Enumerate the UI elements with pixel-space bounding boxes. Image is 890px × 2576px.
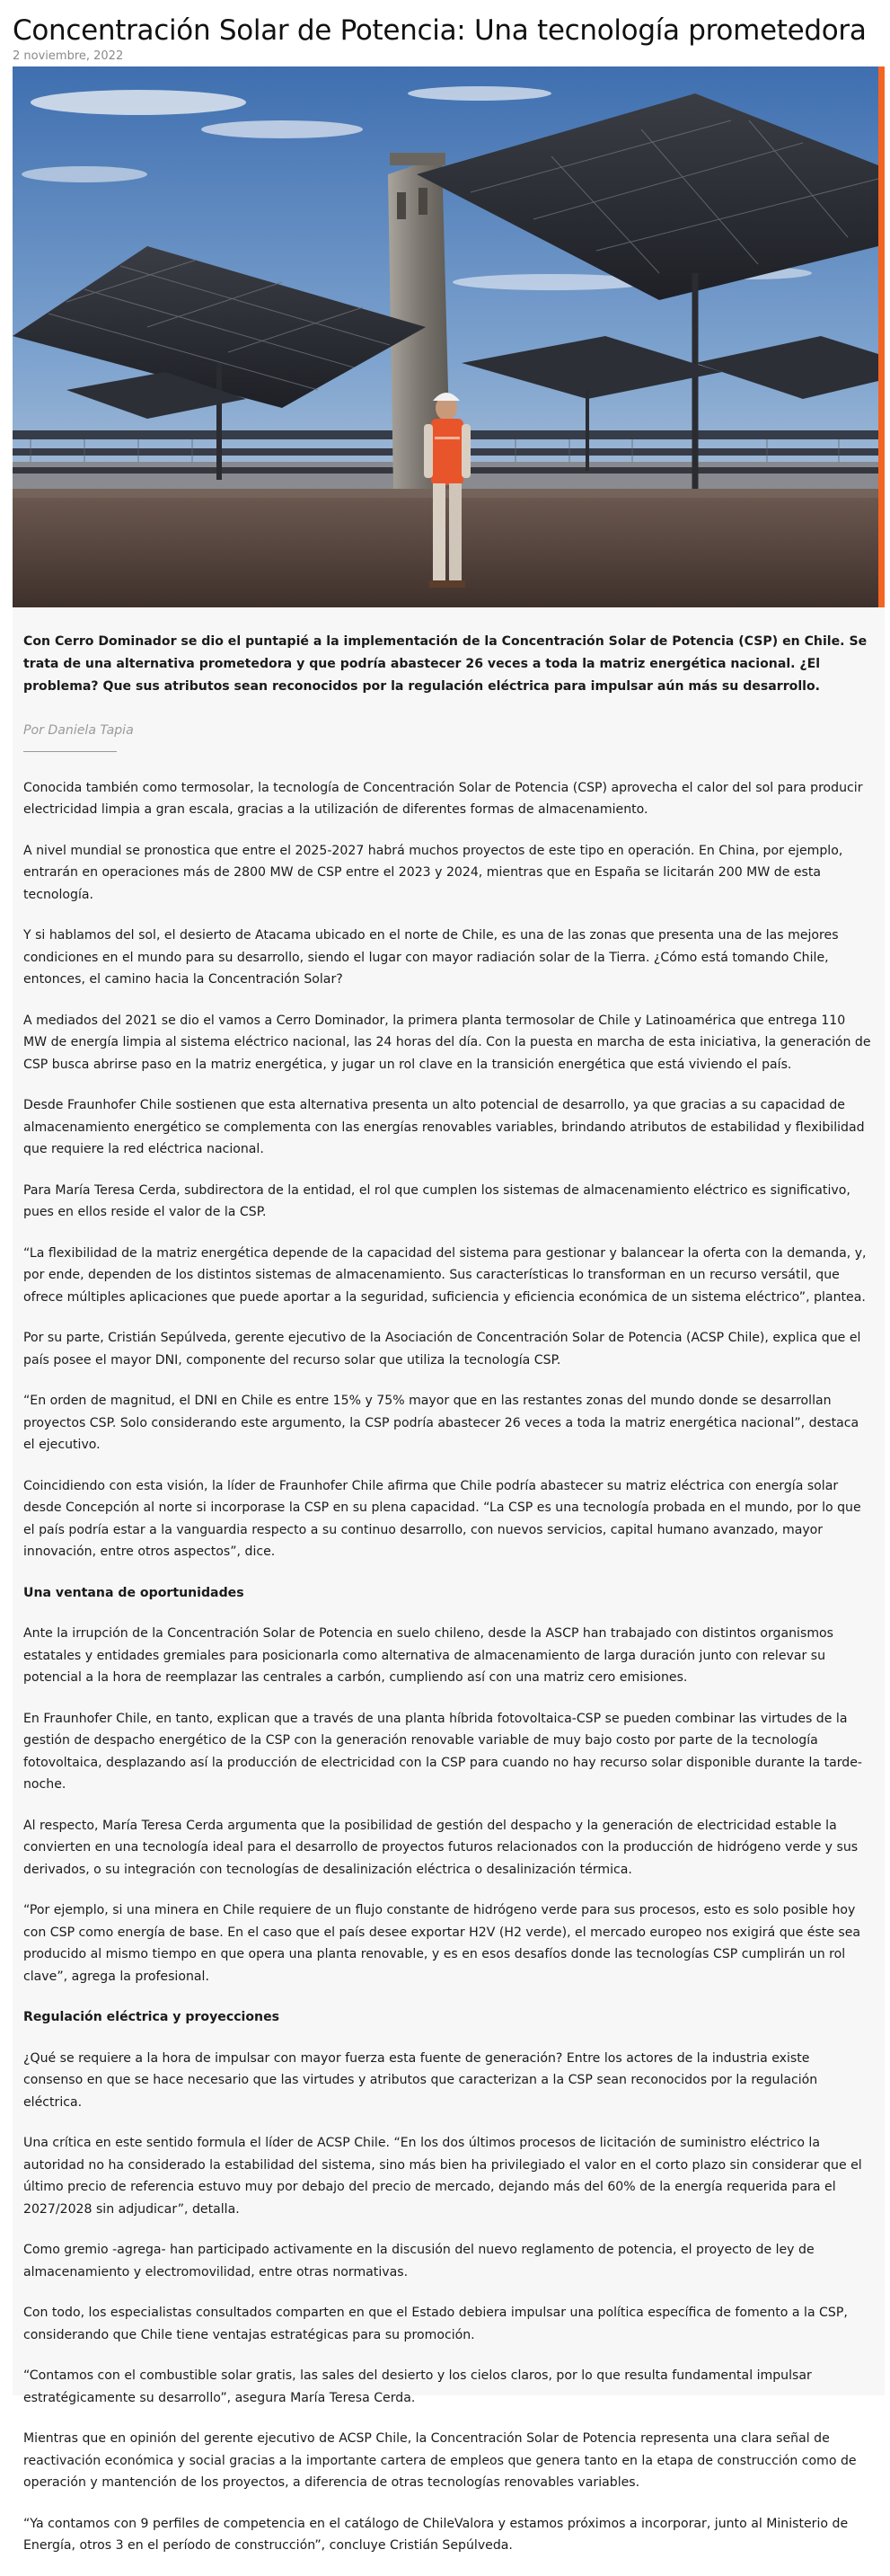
paragraph: Como gremio -agrega- han participado activamente en la discusión del nuevo reglamento de potencia, el proyecto de ley de almacenamiento y electromovilidad, entre otras normativas. [23, 2243, 815, 2279]
section-heading: Una ventana de oportunidades [23, 1585, 244, 1600]
paragraph: “Ya contamos con 9 perfiles de competencia en el catálogo de ChileValora y estamos próximos a incorporar, junto al Ministerio de Energía, otros 3 en el período de construcción”, concluye Cristián Sepúlveda. [23, 2516, 849, 2553]
paragraph: A mediados del 2021 se dio el vamos a Cerro Dominador, la primera planta termosolar de Chile y Latinoamérica que entrega 110 MW de energía limpia al sistema eléctrico nacional, las 24 horas del día. Con la puesta en marcha de esta iniciativa, la generación de CSP busca abrirse paso en la matriz energética, y jugar un rol clave en la transición energética que está viviendo el país. [23, 1013, 871, 1072]
byline-separator [23, 751, 117, 752]
article-date: 2 noviembre, 2022 [13, 49, 124, 63]
orange-accent-bar [878, 66, 885, 613]
paragraph: “La flexibilidad de la matriz energética depende de la capacidad del sistema para gestionar y balancear la oferta con la demanda, y, por ende, dependen de los distintos sistemas de almacenamiento. Sus características lo transforman en un recurso versátil, que ofrece múltiples aplicaciones que puede aportar a la seguridad, suficiencia y eficiencia económica de un sistema eléctrico”, plantea. [23, 1245, 867, 1305]
paragraph: Coincidiendo con esta visión, la líder de Fraunhofer Chile afirma que Chile podría abastecer su matriz eléctrica con energía solar desde Concepción al norte si incorporase la CSP en su plena capacidad. “La CSP es una tecnología probada en el mundo, por lo que el país podría estar a la vanguardia respecto a su continuo desarrollo, con nuevos servicios, capital humano avanzado, mayor innovación, entre otros aspectos”, dice. [23, 1478, 861, 1559]
paragraph: Para María Teresa Cerda, subdirectora de la entidad, el rol que cumplen los sistemas de almacenamiento eléctrico es significativo, pues en ellos reside el valor de la CSP. [23, 1182, 850, 1219]
paragraph: Una crítica en este sentido formula el líder de ACSP Chile. “En los dos últimos procesos de licitación de suministro eléctrico la autoridad no ha considerado la estabilidad del sistema, sino más bien ha privilegiado el valor en el corto plazo sin considerar que el último precio de referencia estuvo muy por debajo del precio de mercado, dejando más del 60% de la energía requerida para el 2027/2028 sin adjudicar”, detalla. [23, 2136, 862, 2217]
article-lead: Con Cerro Dominador se dio el puntapié a la implementación de la Concentración Solar de Potencia (CSP) en Chile. Se trata de una alternativa prometedora y que podría abastecer 26 veces a toda la matriz energética nacional. ¿El problema? Que sus atributos sean reconocidos por la regulación eléctrica para impulsar aún más su desarrollo. [23, 634, 868, 694]
paragraph: “En orden de magnitud, el DNI en Chile es entre 15% y 75% mayor que en las restantes zonas del mundo donde se desarrollan proyectos CSP. Solo considerando este argumento, la CSP podría abastecer 26 veces a toda la matriz energética nacional”, destaca el ejecutivo. [23, 1394, 859, 1452]
paragraph: A nivel mundial se pronostica que entre el 2025-2027 habrá muchos proyectos de este tipo en operación. En China, por ejemplo, entrarán en operaciones más de 2800 MW de CSP entre el 2023 y 2024, mientras que en España se licitarán 200 MW de esta tecnología. [23, 843, 843, 902]
paragraph: En Fraunhofer Chile, en tanto, explican que a través de una planta híbrida fotovoltaica-CSP se pueden combinar las virtudes de la gestión de despacho energético de la CSP con la generación renovable variable de muy bajo costo por parte de la tecnología fotovoltaica, desplazando así la producción de electricidad con la CSP para cuando no hay recurso solar disponible durante la tarde-noche. [23, 1711, 862, 1792]
paragraph: Ante la irrupción de la Concentración Solar de Potencia en suelo chileno, desde la ASCP han trabajado con distintos organismos estatales y entidades gremiales para posicionarla como alternativa de almacenamiento de larga duración junto con relevar su potencial a la hora de reemplazar las centrales a carbón, cumpliendo así con una matriz cero emisiones. [23, 1626, 834, 1685]
hero-image [13, 66, 878, 607]
paragraph: Con todo, los especialistas consultados comparten en que el Estado debiera impulsar una política específica de fomento a la CSP, considerando que Chile tiene ventajas estratégicas para su promoción. [23, 2306, 848, 2342]
paragraph: ¿Qué se requiere a la hora de impulsar con mayor fuerza esta fuente de generación? Entre los actores de la industria existe consenso en que se hace necesario que las virtudes y atributos que caracterizan a la CSP sean reconocidos por la regulación eléctrica. [23, 2050, 818, 2110]
paragraph: Mientras que en opinión del gerente ejecutivo de ACSP Chile, la Concentración Solar de Potencia representa una clara señal de reactivación económica y social gracias a la importante cartera de empleos que genera tanto en la etapa de construcción como de operación y mantención de los proyectos, a diferencia de otras tecnologías renovables variables. [23, 2431, 857, 2490]
paragraph: “Contamos con el combustible solar gratis, las sales del desierto y los cielos claros, por lo que resulta fundamental impulsar estratégicamente su desarrollo”, asegura María Teresa Cerda. [23, 2368, 812, 2405]
section-heading: Regulación eléctrica y proyecciones [23, 2010, 280, 2024]
paragraph: “Por ejemplo, si una minera en Chile requiere de un flujo constante de hidrógeno verde para sus procesos, esto es solo posible hoy con CSP como energía de base. En el caso que el país desee exportar H2V (H2 verde), el mercado europeo nos exigirá que éste sea producido al mismo tiempo en que opera una planta renovable, y es en esos desafíos donde las tecnologías CSP cumplirán un rol clave”, agrega la profesional. [23, 1903, 861, 1984]
paragraph: Al respecto, María Teresa Cerda argumenta que la posibilidad de gestión del despacho y la generación de electricidad estable la convierten en una tecnología ideal para el desarrollo de proyectos futuros relacionados con la producción de hidrógeno verde y sus derivados, o su integración con tecnologías de desalinización eléctrica o desalinización térmica. [23, 1818, 859, 1877]
article-byline: Por Daniela Tapia [23, 723, 134, 738]
paragraph: Conocida también como termosolar, la tecnología de Concentración Solar de Potencia (CSP) aprovecha el calor del sol para producir electricidad limpia a gran escala, gracias a la utilización de diferentes formas de almacenamiento. [23, 780, 863, 817]
paragraph: Y si hablamos del sol, el desierto de Atacama ubicado en el norte de Chile, es una de las zonas que presenta una de las mejores condiciones en el mundo para su desarrollo, siendo el lugar con mayor radiación solar de la Tierra. ¿Cómo está tomando Chile, entonces, el camino hacia la Concentración Solar? [23, 928, 839, 987]
paragraph: Desde Fraunhofer Chile sostienen que esta alternativa presenta un alto potencial de desarrollo, ya que gracias a su capacidad de almacenamiento energético se complementa con las energías renovables variables, brindando atributos de estabilidad y flexibilidad que requiere la red eléctrica nacional. [23, 1098, 865, 1156]
paragraph: Por su parte, Cristián Sepúlveda, gerente ejecutivo de la Asociación de Concentración Solar de Potencia (ACSP Chile), explica que el país posee el mayor DNI, componente del recurso solar que utiliza la tecnología CSP. [23, 1331, 861, 1368]
article-title: Concentración Solar de Potencia: Una tecnología prometedora [13, 14, 867, 47]
article-body [23, 631, 871, 2576]
